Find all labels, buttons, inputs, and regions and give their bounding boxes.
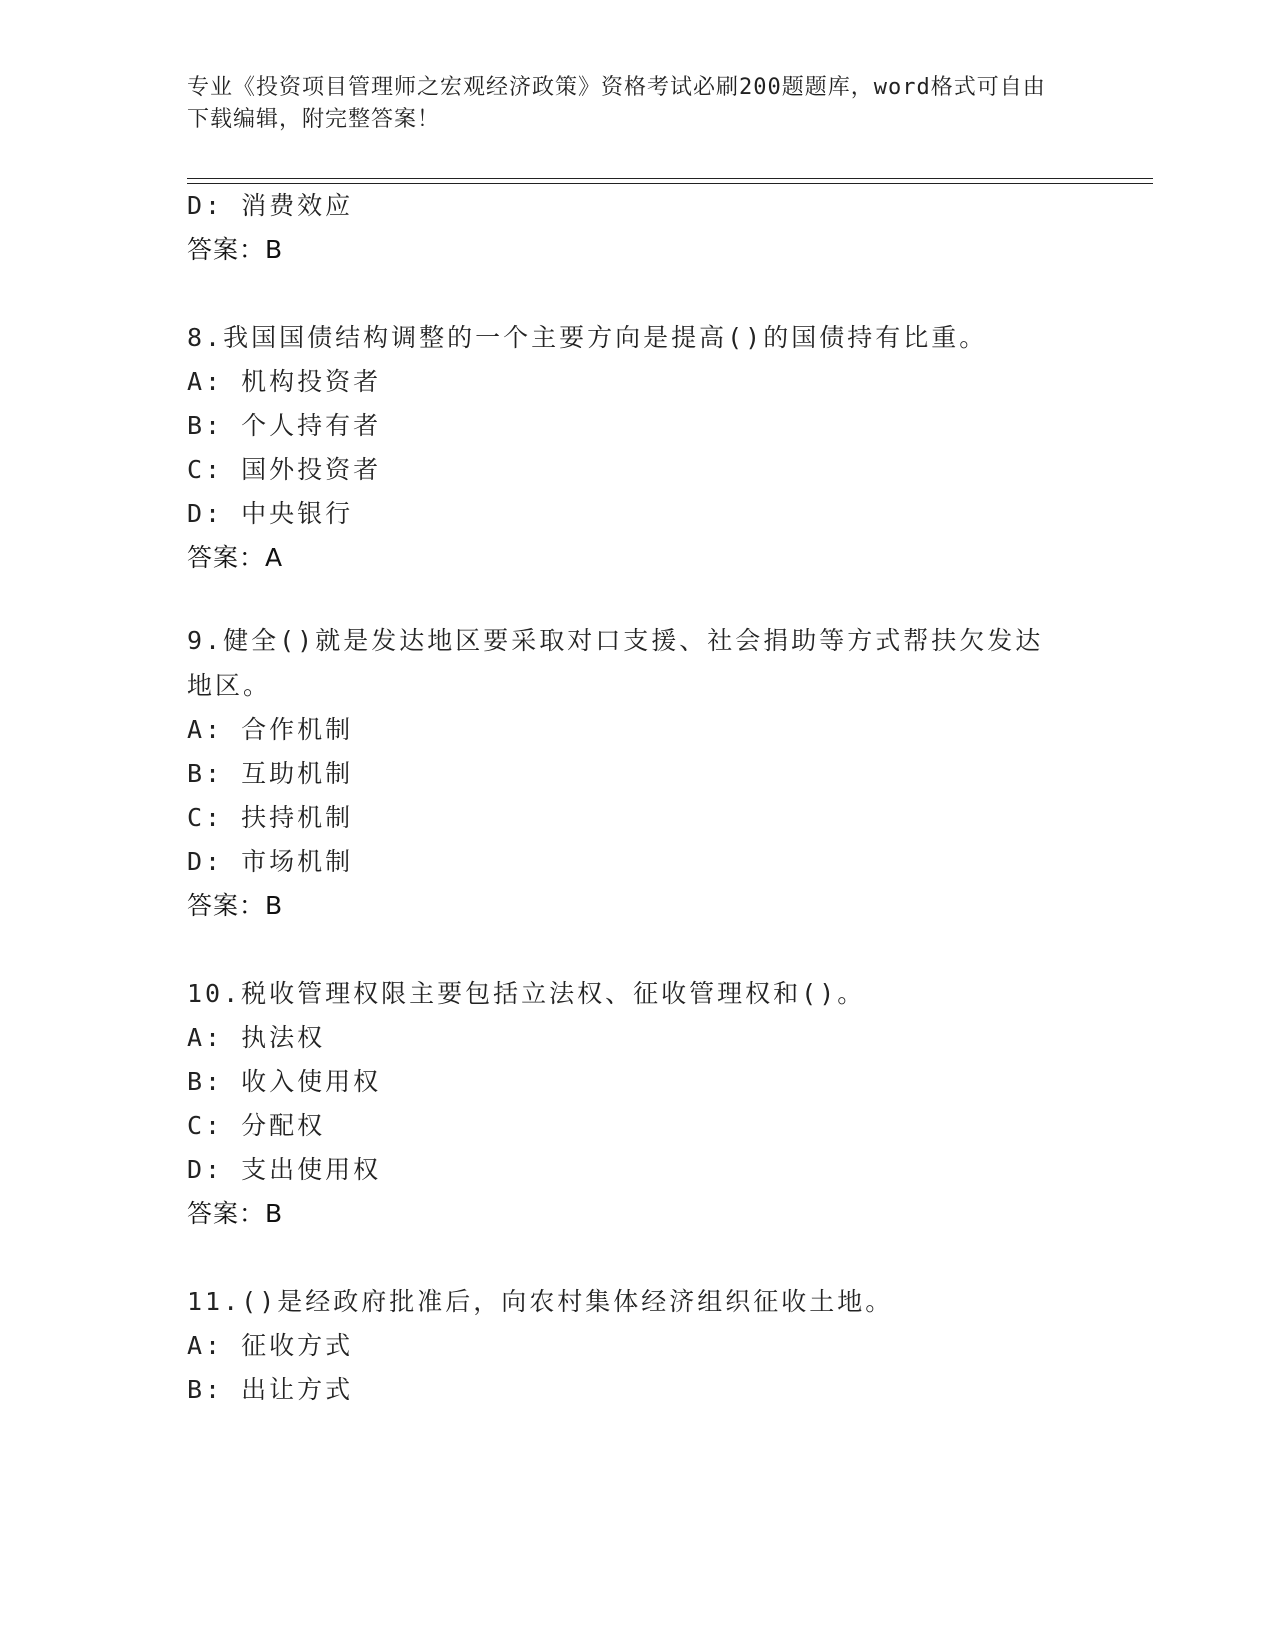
question-9-stem: 9.健全()就是发达地区要采取对口支援、社会捐助等方式帮扶欠发达地区。 xyxy=(187,626,1044,700)
header-divider-top xyxy=(187,178,1153,179)
question-8-answer: 答案：A xyxy=(187,543,284,572)
question-9-option-a: A: 合作机制 xyxy=(187,715,354,744)
prev-option-d: D: 消费效应 xyxy=(187,191,354,220)
question-10-option-a: A: 执法权 xyxy=(187,1023,326,1052)
question-10-option-b: B: 收入使用权 xyxy=(187,1067,382,1096)
question-10-answer: 答案：B xyxy=(187,1199,284,1228)
question-8-option-d: D: 中央银行 xyxy=(187,499,354,528)
question-10-stem: 10.税收管理权限主要包括立法权、征收管理权和()。 xyxy=(187,979,866,1008)
document-header: 专业《投资项目管理师之宏观经济政策》资格考试必刷200题题库，word格式可自由下载编辑，附完整答案！ xyxy=(187,75,1046,132)
question-9-answer: 答案：B xyxy=(187,891,284,920)
question-8-option-c: C: 国外投资者 xyxy=(187,455,382,484)
question-9-option-d: D: 市场机制 xyxy=(187,847,354,876)
question-11-option-b: B: 出让方式 xyxy=(187,1375,354,1404)
question-10-option-d: D: 支出使用权 xyxy=(187,1155,382,1184)
question-8-option-b: B: 个人持有者 xyxy=(187,411,382,440)
prev-answer: 答案：B xyxy=(187,235,284,264)
question-11-stem: 11.()是经政府批准后，向农村集体经济组织征收土地。 xyxy=(187,1287,894,1316)
question-10-option-c: C: 分配权 xyxy=(187,1111,326,1140)
question-8-stem: 8.我国国债结构调整的一个主要方向是提高()的国债持有比重。 xyxy=(187,323,988,352)
question-9-option-c: C: 扶持机制 xyxy=(187,803,354,832)
header-divider-bottom xyxy=(187,183,1153,184)
question-8-option-a: A: 机构投资者 xyxy=(187,367,382,396)
question-9-option-b: B: 互助机制 xyxy=(187,759,354,788)
question-11-option-a: A: 征收方式 xyxy=(187,1331,354,1360)
